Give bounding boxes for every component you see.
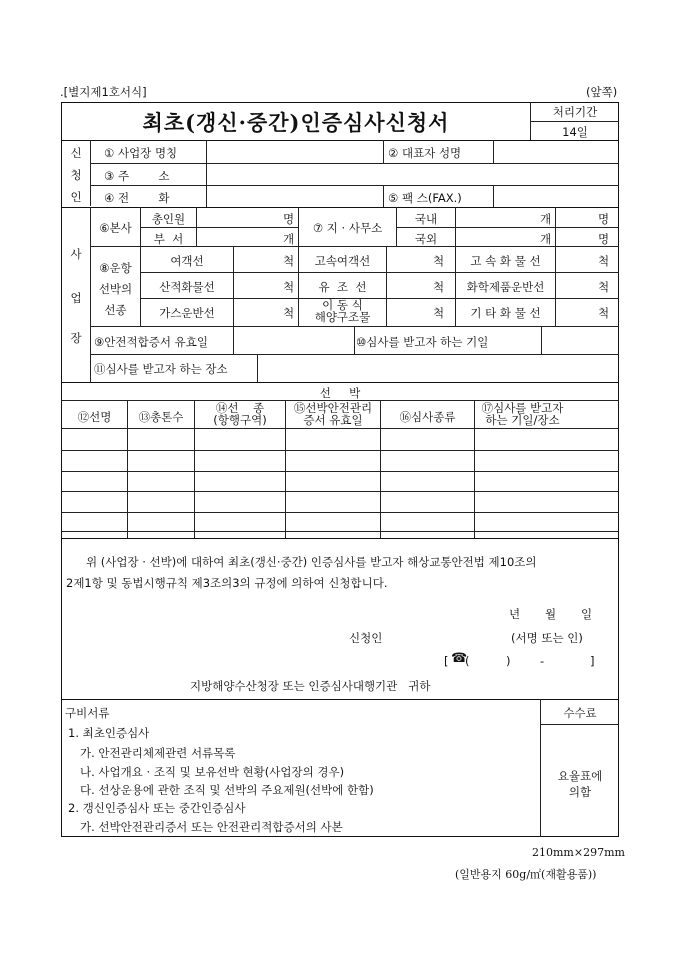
- processing-period-value: 14일: [562, 125, 588, 139]
- domestic-unit: 개: [540, 212, 552, 226]
- phone-dash: -: [540, 654, 545, 668]
- overseas-staff-unit: 명: [598, 232, 610, 246]
- total-staff-label: 총인원: [151, 212, 186, 226]
- doc-item-1b: 나. 사업개요 · 조직 및 보유선박 현황(사업장의 경우): [80, 765, 345, 779]
- date-day-label: 일: [581, 607, 593, 621]
- signature-label: (서명 또는 인): [511, 631, 583, 645]
- workplace-char-2: 업: [70, 291, 82, 305]
- documents-header: 구비서류: [65, 706, 110, 720]
- ship-unit: 척: [433, 254, 445, 268]
- representative-name-label: ② 대표자 성명: [388, 146, 462, 160]
- paper-note: (일반용지 60g/㎡(재활용품)): [455, 868, 597, 881]
- col-ship-type: ⑭선 종 (항행구역): [213, 401, 267, 427]
- audit-date-field[interactable]: [542, 327, 618, 353]
- departments-unit: 개: [283, 232, 295, 246]
- domestic-label: 국내: [414, 212, 438, 226]
- vessel-types-label-1: ⑧운항: [99, 261, 132, 275]
- doc-item-1a: 가. 안전관리체제관련 서류목록: [80, 746, 236, 760]
- fee-value-line-1: 요율표에: [557, 769, 603, 783]
- fee-label: 수수료: [563, 706, 597, 720]
- vessel-type-mobile-offshore: 이 동 식 해양구조물: [314, 298, 371, 324]
- recipient-label: 지방해양수산청장 또는 인증심사대행기관 귀하: [190, 679, 431, 693]
- table-row[interactable]: [62, 472, 618, 490]
- table-row[interactable]: [62, 513, 618, 530]
- phone-bracket-close: ]: [590, 654, 595, 668]
- applicant-char-2: 청: [70, 168, 82, 182]
- ship-unit: 척: [598, 254, 610, 268]
- domestic-branch-field[interactable]: [456, 208, 536, 226]
- safety-cert-expiry-label: ⑨안전적합증서 유효일: [94, 335, 208, 349]
- overseas-label: 국외: [414, 232, 438, 246]
- applicant-label: 신청인: [349, 631, 383, 645]
- date-year-label: 년: [509, 607, 521, 621]
- fax-field[interactable]: [494, 186, 618, 206]
- phone-area-code: ( ): [465, 654, 511, 668]
- fax-label: ⑤ 팩 스(FAX.): [388, 191, 462, 205]
- form-label: .[별지제1호서식]: [60, 85, 147, 99]
- business-name-field[interactable]: [207, 141, 382, 162]
- overseas-unit: 개: [540, 232, 552, 246]
- ship-unit: 척: [433, 280, 445, 294]
- page-side-label: (앞쪽): [586, 85, 618, 99]
- workplace-char-3: 장: [70, 331, 82, 345]
- applicant-char-1: 신: [70, 146, 82, 160]
- declaration-line-2: 2제1항 및 동법시행규칙 제3조의3의 규정에 의하여 신청합니다.: [66, 576, 388, 590]
- ship-unit: 척: [598, 280, 610, 294]
- ship-unit: 척: [283, 280, 295, 294]
- staff-unit: 명: [283, 212, 295, 226]
- representative-name-field[interactable]: [494, 141, 618, 162]
- ship-unit: 척: [283, 254, 295, 268]
- branch-office-label: ⑦ 지 · 사무소: [312, 221, 383, 235]
- workplace-char-1: 사: [70, 247, 82, 261]
- form-title: 최초(갱신·중간)인증심사신청서: [142, 110, 450, 135]
- ship-unit: 척: [433, 306, 445, 320]
- col-gross-tonnage: ⑬총톤수: [138, 410, 184, 424]
- vessel-type-other-cargo: 기 타 화 물 선: [470, 306, 541, 320]
- ship-unit: 척: [598, 306, 610, 320]
- address-field[interactable]: [207, 164, 618, 184]
- address-label: ③ 주 소: [104, 169, 170, 183]
- col-ship-name: ⑫선명: [77, 410, 112, 424]
- applicant-char-3: 인: [70, 190, 82, 204]
- departments-label: 부 서: [153, 232, 184, 246]
- ships-header: 선 박: [319, 386, 361, 400]
- vessel-types-label-3: 선종: [104, 303, 127, 317]
- vessel-type-bulk-cargo: 산적화물선: [159, 280, 215, 294]
- doc-item-2a: 가. 선박안전관리증서 또는 안전관리적합증서의 사본: [80, 820, 343, 834]
- vessel-type-chemical-carrier: 화학제품운반선: [466, 280, 545, 294]
- vessel-type-tanker: 유 조 선: [318, 280, 367, 294]
- table-row[interactable]: [62, 429, 618, 449]
- vessel-type-high-speed-cargo: 고 속 화 물 선: [470, 254, 541, 268]
- declaration-line-1: 위 (사업장 · 선박)에 대하여 최초(갱신·중간) 인증심사를 받고자 해상교통안전법 제10조의: [86, 555, 537, 569]
- vessel-type-passenger: 여객선: [170, 254, 204, 268]
- date-month-label: 월: [545, 607, 557, 621]
- phone-label: ④ 전 화: [104, 191, 170, 205]
- table-row[interactable]: [62, 492, 618, 511]
- doc-item-2: 2. 갱신인증심사 또는 중간인증심사: [68, 801, 246, 815]
- head-office-label: ⑥본사: [99, 221, 132, 235]
- audit-place-field[interactable]: [258, 355, 618, 381]
- departments-field[interactable]: [197, 228, 277, 245]
- vessel-type-gas-carrier: 가스운반선: [159, 306, 215, 320]
- overseas-branch-field[interactable]: [456, 228, 536, 245]
- col-audit-date-place: ⑰심사를 받고자 하는 기일/장소: [481, 401, 564, 427]
- doc-item-1c: 다. 선상운용에 관한 조직 및 선박의 주요제원(선박에 한함): [80, 783, 374, 797]
- total-staff-field[interactable]: [197, 208, 277, 226]
- business-name-label: ① 사업장 명칭: [104, 146, 178, 160]
- phone-bracket-open: [: [444, 654, 449, 668]
- vessel-types-label-2: 선박의: [98, 282, 133, 296]
- vessel-type-high-speed-passenger: 고속여객선: [314, 254, 371, 268]
- phone-icon: ☎: [451, 651, 468, 666]
- processing-period-label: 처리기간: [552, 105, 598, 119]
- col-safety-cert: ⑮선박안전관리 증서 유효일: [293, 401, 373, 427]
- fee-value-line-2: 의함: [568, 785, 592, 799]
- ship-unit: 척: [283, 306, 295, 320]
- table-row[interactable]: [62, 451, 618, 470]
- phone-field[interactable]: [207, 186, 382, 206]
- safety-cert-expiry-field[interactable]: [234, 327, 353, 353]
- audit-place-label: ⑪심사를 받고자 하는 장소: [94, 362, 228, 376]
- paper-size: 210mm×297mm: [532, 846, 625, 859]
- doc-item-1: 1. 최초인증심사: [68, 726, 150, 740]
- col-audit-type: ⑯심사종류: [399, 410, 456, 424]
- audit-date-label: ⑩심사를 받고자 하는 기일: [356, 335, 489, 349]
- domestic-staff-unit: 명: [598, 212, 610, 226]
